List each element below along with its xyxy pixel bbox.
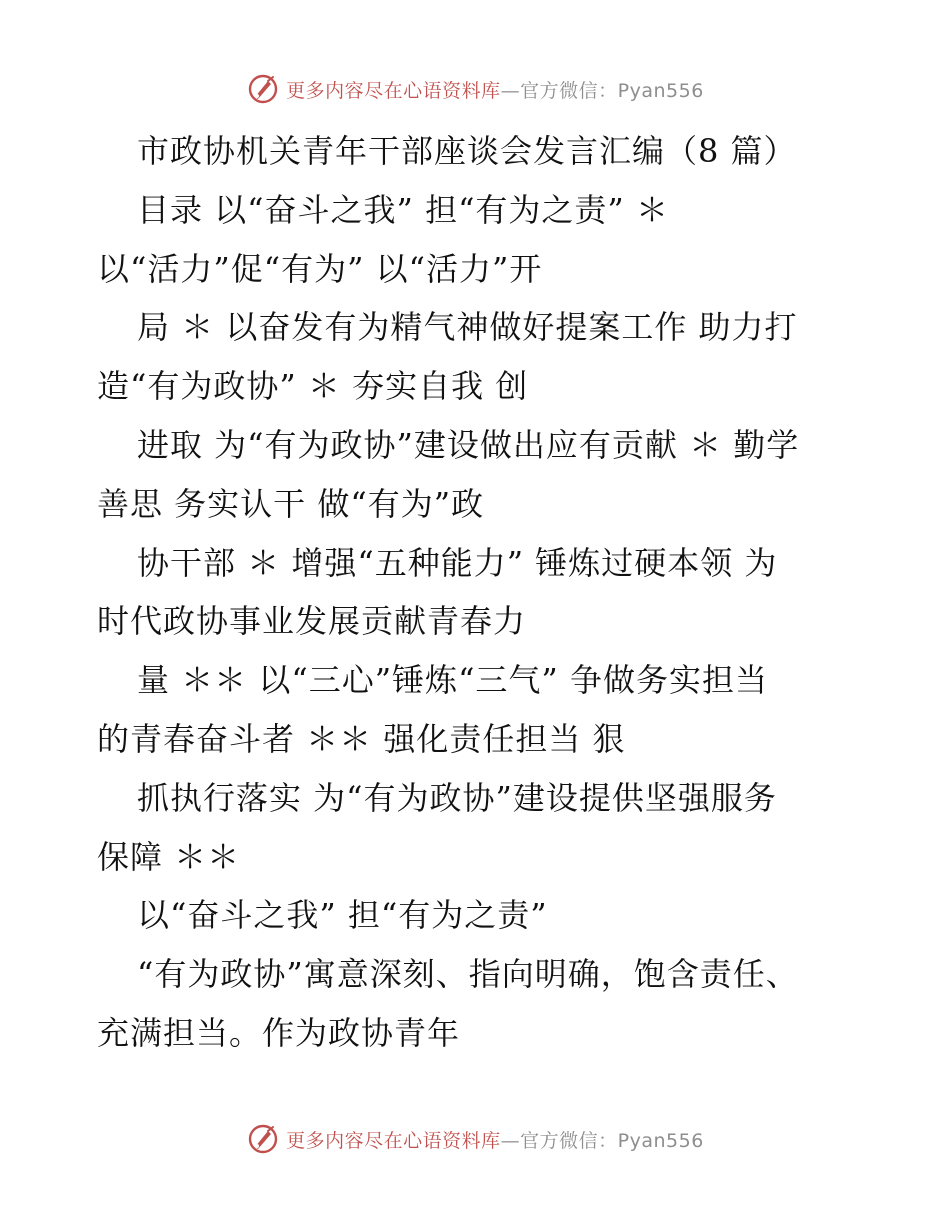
text-line: 进取 为“有为政协”建设做出应有贡献 ＊ 勤学 bbox=[137, 425, 800, 464]
text-line: 目录 以“奋斗之我” 担“有为之责” ＊ bbox=[137, 190, 669, 229]
text-line: 充满担当。作为政协青年 bbox=[97, 1013, 461, 1052]
banner-wechat-text: 官方微信：Pyan556 bbox=[520, 79, 704, 102]
quill-pen-logo-icon bbox=[246, 72, 280, 106]
banner-dash: — bbox=[500, 79, 521, 102]
text-line: 的青春奋斗者 ＊＊ 强化责任担当 狠 bbox=[97, 719, 626, 758]
quill-pen-logo-icon bbox=[246, 1122, 280, 1156]
text-line: 量 ＊＊ 以“三心”锤炼“三气” 争做务实担当 bbox=[137, 661, 768, 700]
header-banner bbox=[0, 72, 950, 106]
text-line: 以“奋斗之我” 担“有为之责” bbox=[137, 896, 548, 935]
document-body bbox=[97, 122, 857, 1063]
banner-text bbox=[286, 76, 704, 103]
text-line: 协干部 ＊ 增强“五种能力” 锤炼过硬本领 为 bbox=[137, 543, 778, 582]
text-line: 造“有为政协” ＊ 夯实自我 创 bbox=[97, 367, 529, 406]
text-line: 保障 ＊＊ bbox=[97, 837, 241, 876]
text-line: 善思 务实认干 做“有为”政 bbox=[97, 484, 485, 523]
text-line: 抓执行落实 为“有为政协”建设提供坚强服务 bbox=[137, 778, 777, 817]
banner-wechat-text: 官方微信：Pyan556 bbox=[520, 1129, 704, 1152]
text-line: “有为政协”寓意深刻、指向明确，饱含责任、 bbox=[137, 955, 799, 994]
banner-red-text: 更多内容尽在心语资料库 bbox=[286, 79, 501, 102]
text-line: 以“活力”促“有为” 以“活力”开 bbox=[97, 249, 543, 288]
banner-text bbox=[286, 1126, 704, 1153]
text-line: 市政协机关青年干部座谈会发言汇编（8 篇） bbox=[137, 132, 797, 170]
text-line: 时代政协事业发展贡献青春力 bbox=[97, 602, 527, 641]
text-line: 局 ＊ 以奋发有为精气神做好提案工作 助力打 bbox=[137, 308, 798, 347]
footer-banner bbox=[0, 1122, 950, 1156]
banner-red-text: 更多内容尽在心语资料库 bbox=[286, 1129, 501, 1152]
banner-dash: — bbox=[500, 1129, 521, 1152]
